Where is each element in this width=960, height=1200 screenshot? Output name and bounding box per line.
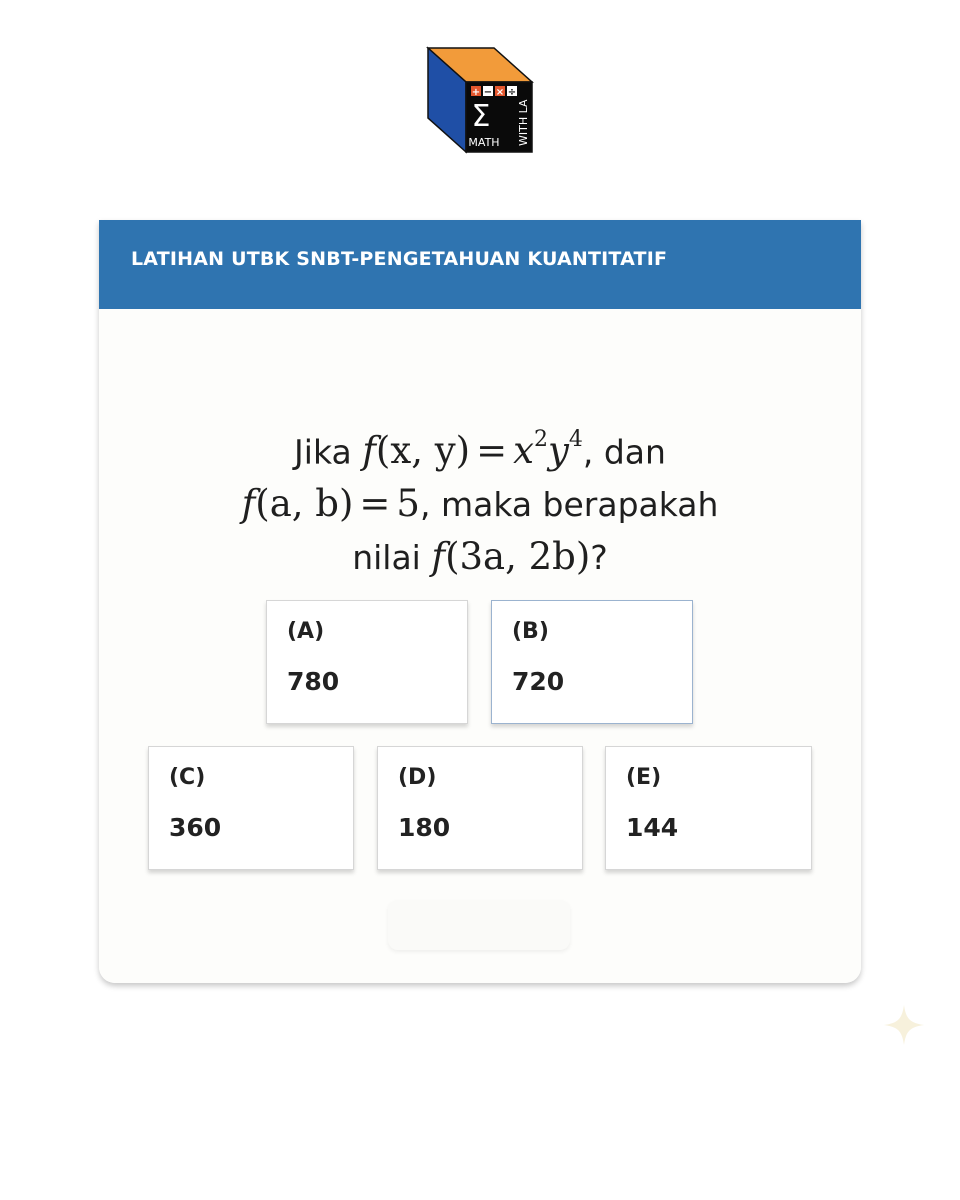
option-letter: (C): [169, 765, 206, 790]
card-header: [99, 220, 861, 309]
option-value: 180: [398, 813, 451, 842]
question-line-1: [101, 418, 859, 478]
math-equals: =: [359, 482, 391, 526]
math-expression-2: [242, 482, 420, 525]
question-word-maka-berapakah: , maka berapakah: [419, 485, 719, 525]
math-f: f: [431, 535, 446, 579]
logo-plus: +: [471, 87, 481, 98]
math-args: (x, y): [375, 429, 471, 473]
math-y: y: [547, 429, 569, 473]
math-f: f: [362, 429, 376, 473]
faint-submit-button[interactable]: [388, 900, 570, 950]
math-y-exponent: 4: [568, 427, 583, 452]
math-value: 5: [396, 482, 420, 526]
math-args: (3a, 2b): [445, 535, 591, 579]
option-value: 720: [512, 667, 565, 696]
option-value: 144: [626, 813, 679, 842]
question-mark: ?: [590, 538, 608, 578]
answer-option-c[interactable]: [148, 746, 354, 870]
question-word-dan: , dan: [582, 432, 666, 472]
math-x-exponent: 2: [533, 427, 548, 452]
answer-option-a[interactable]: [266, 600, 468, 724]
question-word-jika: Jika: [294, 432, 352, 472]
math-x: x: [513, 429, 534, 473]
option-value: 780: [287, 667, 340, 696]
question-text: [101, 418, 859, 578]
math-expression-3: [431, 535, 590, 578]
question-word-nilai: nilai: [352, 538, 421, 578]
question-line-2: [101, 478, 859, 531]
option-letter: (D): [398, 765, 437, 790]
question-line-3: [101, 531, 859, 584]
logo-minus: −: [483, 87, 493, 98]
option-letter: (B): [512, 619, 549, 644]
math-expression-1: [362, 429, 583, 472]
option-letter: (A): [287, 619, 325, 644]
math-with-la-logo: [426, 46, 534, 154]
math-f: f: [241, 482, 256, 526]
option-letter: (E): [626, 765, 662, 790]
logo-sigma: Σ: [471, 99, 491, 134]
logo-divide: ÷: [507, 87, 517, 98]
logo-times: ×: [495, 87, 505, 98]
sparkle-icon: [882, 1003, 926, 1047]
logo-text-with-la: WITH LA: [517, 99, 530, 146]
card-title: LATIHAN UTBK SNBT-PENGETAHUAN KUANTITATIF: [131, 248, 668, 270]
answer-option-b[interactable]: [491, 600, 693, 724]
math-args: (a, b): [255, 482, 354, 526]
answer-option-e[interactable]: [605, 746, 812, 870]
logo-cube-icon: [426, 46, 534, 154]
answer-option-d[interactable]: [377, 746, 583, 870]
option-value: 360: [169, 813, 222, 842]
card-body: [99, 309, 861, 983]
logo-text-math: MATH: [468, 136, 500, 149]
math-equals: =: [476, 429, 508, 473]
